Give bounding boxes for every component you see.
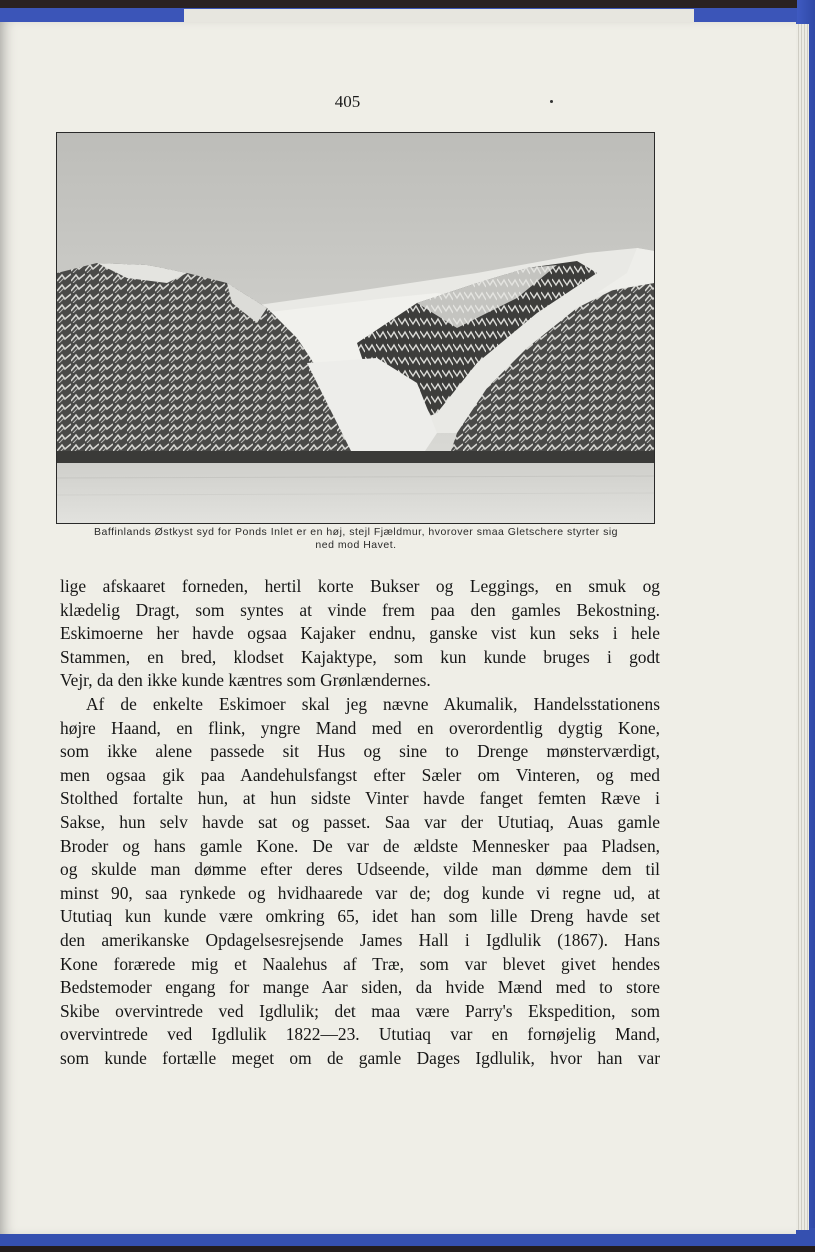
text-line: men ogsaa gik paa Aandehulsfangst efter Sæler om Vinteren, og med: [60, 764, 660, 785]
photograph: [56, 132, 655, 524]
text-line: Eskimoerne her havde ogsaa Kajaker endnu, ganske vist kun seks i hele: [60, 623, 660, 644]
text-line: Stolthed fortalte hun, at hun sidste Vinter havde fanget femten Ræve i: [60, 788, 660, 809]
page-number: 405: [334, 92, 361, 111]
text-line: som ikke alene passede sit Hus og sine to Drenge mønsterværdigt,: [60, 741, 660, 762]
glacier-photo: [57, 133, 654, 523]
text-line: Kone forærede mig et Naalehus af Træ, som var blevet givet hendes: [60, 953, 660, 974]
text-line: Bedstemoder engang for mange Aar siden, da hvide Mænd med to store: [60, 977, 660, 998]
text-line: Vejr, da den ikke kunde kæntres som Grønlændernes.: [60, 670, 431, 691]
text-line: Af de enkelte Eskimoer skal jeg nævne Akumalik, Handelsstationens: [86, 693, 660, 714]
body-text: [60, 575, 660, 1070]
text-line: og skulde man dømme efter deres Udseende, vilde man dømme dem til: [60, 859, 660, 880]
text-line: Skibe overvintrede ved Igdlulik; det maa være Parry's Ekspedition, som: [60, 1000, 660, 1021]
text-line: overvintrede ved Igdlulik 1822—23. Ututiaq var en fornøjelig Mand,: [60, 1024, 660, 1045]
text-line: Sakse, hun selv havde sat og passet. Saa var der Ututiaq, Auas gamle: [60, 811, 660, 832]
printing-speck: [550, 100, 553, 103]
text-line: minst 90, saa rynkede og hvidhaarede var de; dog kunde vi regne ud, at: [60, 882, 660, 903]
book-page: [0, 22, 796, 1234]
photo-caption: [56, 526, 656, 552]
text-line: som kunde fortælle meget om de gamle Dages Igdlulik, hvor han var: [60, 1047, 660, 1068]
text-line: Ututiaq kun kunde være omkring 65, idet han som lille Dreng havde set: [60, 906, 660, 927]
text-line: lige afskaaret forneden, hertil korte Bukser og Leggings, en smuk og: [60, 576, 660, 596]
caption-line: Baffinlands Østkyst syd for Ponds Inlet er en høj, stejl Fjældmur, hvorover smaa Gletschere styrter sig: [94, 526, 618, 538]
text-line: Stammen, en bred, klodset Kajaktype, som kun kunde bruges i godt: [60, 646, 660, 667]
text-line: klædelig Dragt, som syntes at vinde frem paa den gamles Bekostning.: [60, 599, 660, 620]
back-sheet: [184, 9, 694, 23]
text-line: Broder og hans gamle Kone. De var de ældste Mennesker paa Pladsen,: [60, 835, 660, 856]
caption-line: ned mod Havet.: [315, 539, 397, 551]
text-line: den amerikanske Opdagelsesrejsende James Hall i Igdlulik (1867). Hans: [60, 929, 660, 950]
text-line: højre Haand, en flink, yngre Mand med en overordentlig dygtig Kone,: [60, 717, 660, 738]
